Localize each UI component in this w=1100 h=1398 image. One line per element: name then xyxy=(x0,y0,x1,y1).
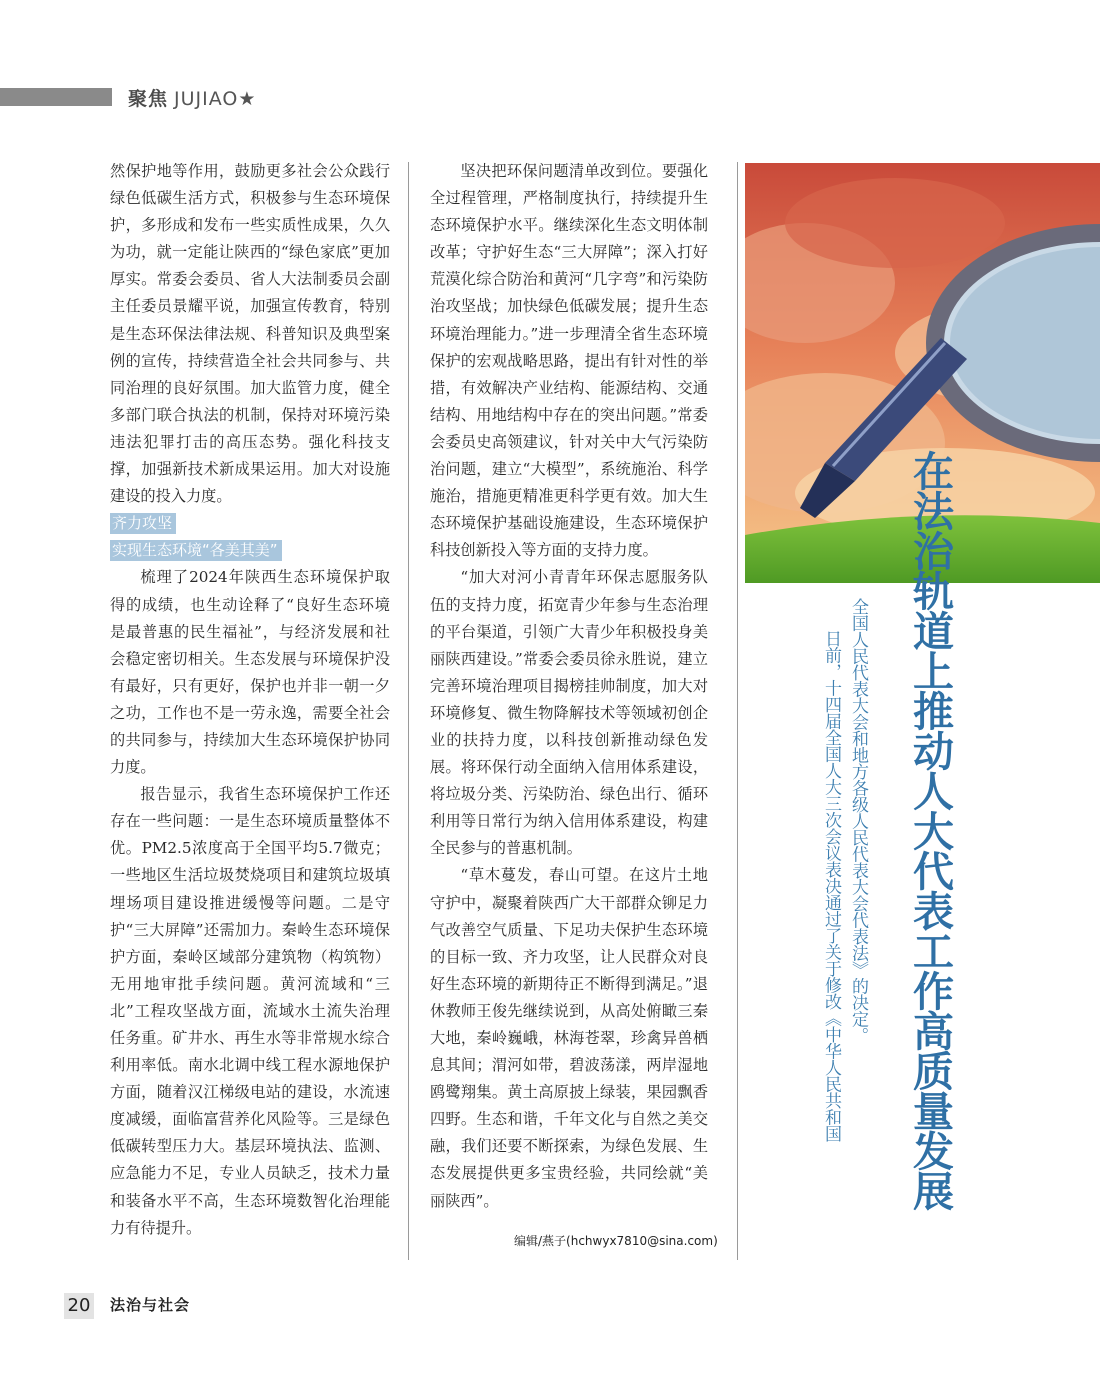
paragraph: 梳理了2024年陕西生态环境保护取得的成绩，也生动诠释了“良好生态环境是最普惠的民生福祉”，与经济发展和社会稳定密切相关。生态发展与环境保护没有最好，只有更好，保护也并非一朝一夕之功，工作也不是一劳永逸，需要全社会的共同参与，持续加大生态环境保护协同力度。 xyxy=(110,568,390,777)
subheading: 实现生态环境“各美其美” xyxy=(110,540,282,561)
feature-subtitle-line-1: 全国人民代表大会和地方各级人民代表大会代表法》的决定。 xyxy=(848,598,868,1044)
magazine-name: 法治与社会 xyxy=(110,1296,191,1314)
article-column-2 xyxy=(430,158,708,1215)
paragraph: 报告显示，我省生态环境保护工作还存在一些问题：一是生态环境质量整体不优。PM2.5浓度高于全国平均5.7微克；一些地区生活垃圾焚烧项目和建筑垃圾填埋场项目建设推进缓慢等问题。二是守护“三大屏障”还需加力。秦岭生态环境保护方面，秦岭区域部分建筑物（构筑物）无用地审批手续问题。黄河流域和“三北”工程攻坚战方面，流域水土流失治理任务重。矿井水、再生水等非常规水综合利用率低。南水北调中线工程水源地保护方面，随着汉江梯级电站的建设，水流速度减缓，面临富营养化风险等。三是绿色低碳转型压力大。基层环境执法、监测、应急能力不足，专业人员缺乏，技术力量和装备水平不高，生态环境数智化治理能力有待提升。 xyxy=(110,785,390,1237)
feature-subtitle-line-2: 日前，十四届全国人大三次会议表决通过了关于修改《中华人民共和国 xyxy=(821,630,841,1142)
section-name-en: JUJIAO★ xyxy=(174,88,257,110)
paragraph: 坚决把环保问题清单改到位。要强化全过程管理，严格制度执行，持续提升生态环境保护水平。继续深化生态文明体制改革；守护好生态“三大屏障”；深入打好荒漠化综合防治和黄河“几字弯”和污染防治攻坚战；加快绿色低碳发展；提升生态环境治理能力。”进一步理清全省生态环境保护的宏观战略思路，提出有针对性的举措，有效解决产业结构、能源结构、交通结构、用地结构中存在的突出问题。”常委会委员史高领建议，针对关中大气污染防治问题，建立“大模型”，系统施治、科学施治，措施更精准更科学更有效。加大生态环境保护基础设施建设，生态环境保护科技创新投入等方面的支持力度。 xyxy=(430,162,708,560)
subheading: 齐力攻坚 xyxy=(110,513,176,534)
column-divider xyxy=(737,162,738,1260)
paragraph: “草木蔓发，春山可望。在这片土地守护中，凝聚着陕西广大干部群众铆足力气改善空气质量、下足功夫保护生态环境的目标一致、齐力攻坚，让人民群众对良好生态环境的新期待正不断得到满足。”退休教师王俊先继续说到，从高处俯瞰三秦大地，秦岭巍峨，林海苍翠，珍禽异兽栖息其间；渭河如带，碧波荡漾，两岸湿地鸥鹭翔集。黄土高原披上绿装，果园飘香四野。生态和谐，千年文化与自然之美交融，我们还要不断探索，为绿色发展、生态发展提供更多宝贵经验，共同绘就“美丽陕西”。 xyxy=(430,866,708,1210)
section-name: 聚焦 xyxy=(128,88,169,110)
editor-credit: 编辑/燕子(hchwyx7810@sina.com) xyxy=(514,1234,718,1248)
page-number: 20 xyxy=(64,1293,94,1319)
feature-title: 在法治轨道上推动人大代表工作高质量发展 xyxy=(906,450,954,1210)
paragraph: 然保护地等作用，鼓励更多社会公众践行绿色低碳生活方式，积极参与生态环境保护，多形成和发布一些实质性成果，久久为功，就一定能让陕西的“绿色家底”更加厚实。常委会委员、省人大法制委员会副主任委员景耀平说，加强宣传教育，特别是生态环保法律法规、科普知识及典型案例的宣传，持续营造全社会共同参与、共同治理的良好氛围。加大监管力度，健全多部门联合执法的机制，保持对环境污染违法犯罪打击的高压态势。强化科技支撑，加强新技术新成果运用。加大对设施建设的投入力度。 xyxy=(110,162,390,506)
section-header xyxy=(128,84,256,111)
article-column-1 xyxy=(110,158,390,1242)
paragraph: “加大对河小青青年环保志愿服务队伍的支持力度，拓宽青少年参与生态治理的平台渠道，引领广大青少年积极投身美丽陕西建设。”常委会委员徐永胜说，建立完善环境治理项目揭榜挂帅制度，加大对环境修复、微生物降解技术等领域初创企业的扶持力度，以科技创新推动绿色发展。将环保行动全面纳入信用体系建设，将垃圾分类、污染防治、绿色出行、循环利用等日常行为纳入信用体系建设，构建全民参与的普惠机制。 xyxy=(430,568,708,858)
header-bar xyxy=(0,88,112,106)
column-divider xyxy=(408,162,409,1260)
